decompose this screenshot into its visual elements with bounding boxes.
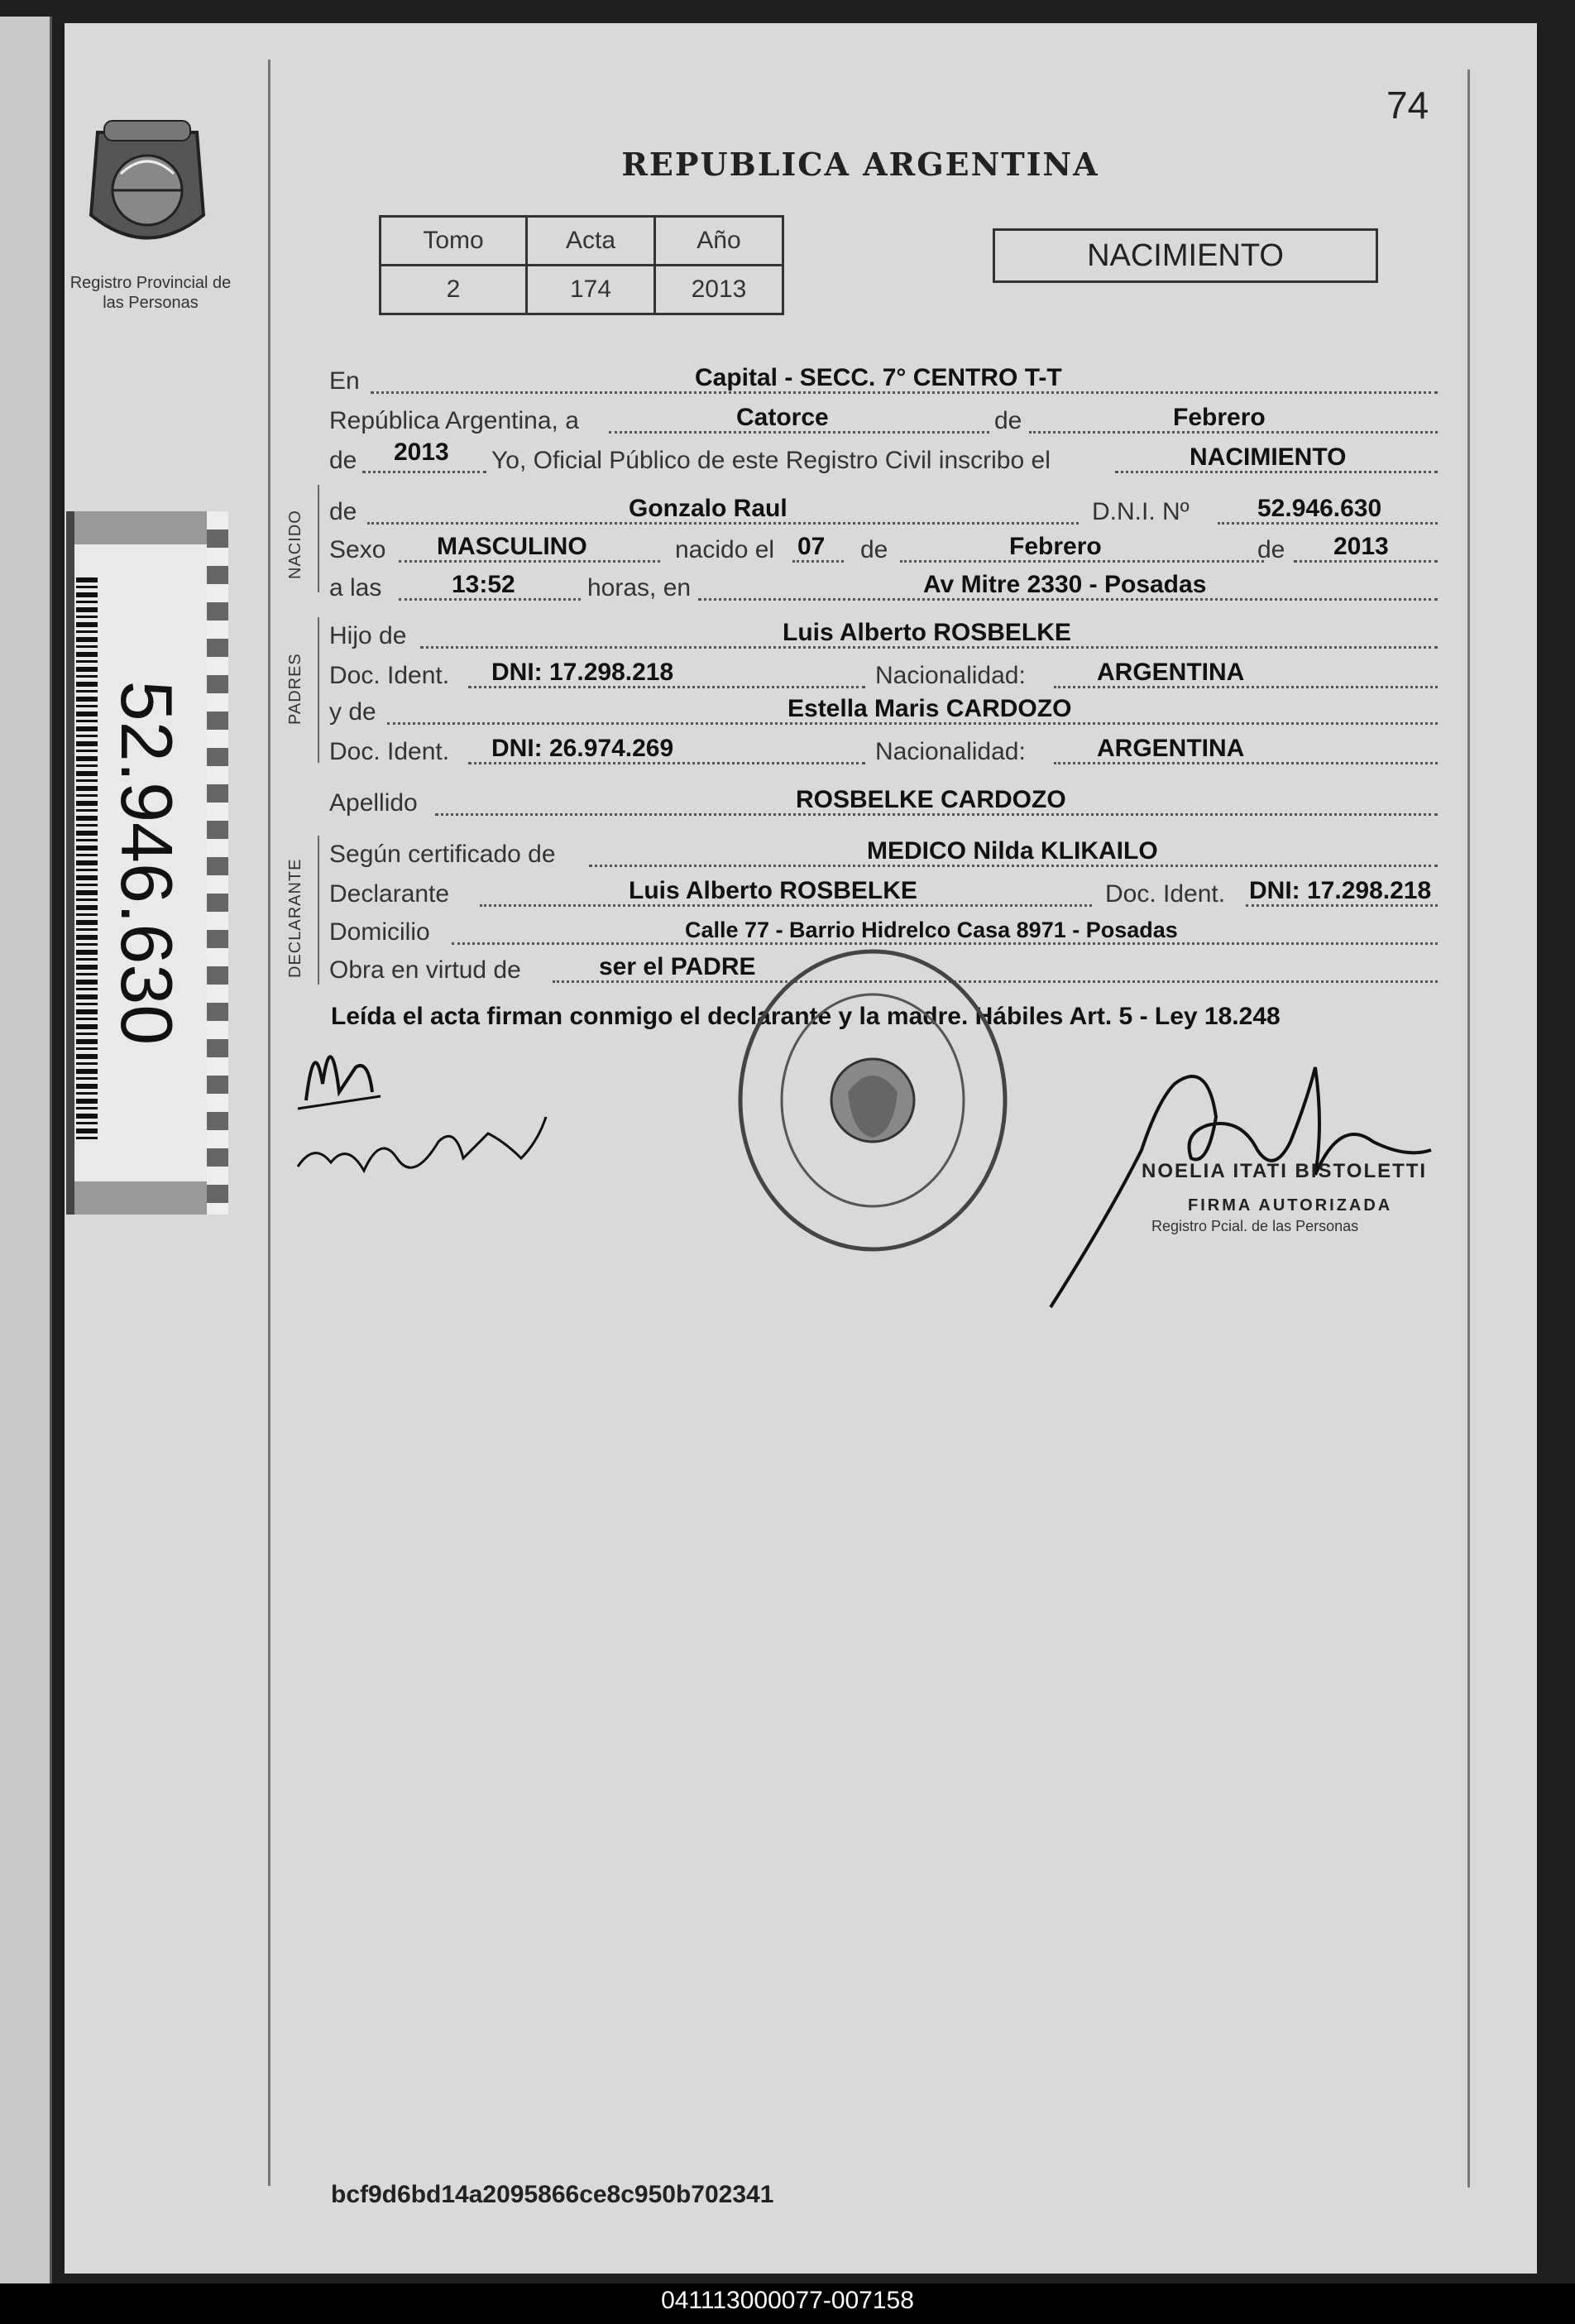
section-label-declarante: DECLARANTE <box>286 858 304 978</box>
value-certificado: MEDICO Nilda KLIKAILO <box>867 837 1158 865</box>
value-dni: 52.946.630 <box>1257 495 1382 522</box>
value-doc2: DNI: 26.974.269 <box>491 735 674 762</box>
value-domicilio: Calle 77 - Barrio Hidrelco Casa 8971 - Posadas <box>685 918 1178 942</box>
side-strip-pattern <box>207 511 228 1215</box>
label-yde: y de <box>329 698 376 726</box>
label-de4: de <box>860 536 888 563</box>
label-doc2: Doc. Ident. <box>329 738 450 765</box>
label-republica: República Argentina, a <box>329 407 579 434</box>
section-bar-declarante <box>318 836 319 985</box>
section-bar-nacido <box>318 485 319 592</box>
label-hijo: Hijo de <box>329 622 407 649</box>
row-doc2 <box>329 733 1446 769</box>
label-doc3: Doc. Ident. <box>1105 880 1226 908</box>
signatory-name: NOELIA ITATI BISTOLETTI <box>1142 1160 1428 1182</box>
ref-header-anio: Año <box>655 217 783 266</box>
value-nacido-anio: 2013 <box>1333 533 1389 560</box>
value-lugar-inscripcion: Capital - SECC. 7° CENTRO T-T <box>695 364 1062 391</box>
value-nacido-dia: 07 <box>797 533 826 560</box>
ref-header-tomo: Tomo <box>381 217 527 266</box>
label-alas: a las <box>329 574 382 601</box>
value-apellido: ROSBELKE CARDOZO <box>796 786 1066 813</box>
reference-table <box>379 215 784 315</box>
value-anio: 2013 <box>394 438 449 466</box>
label-obra: Obra en virtud de <box>329 956 521 984</box>
text-oficial: Yo, Oficial Público de este Registro Civil inscribo el <box>491 447 1051 474</box>
province-coat-of-arms-icon <box>79 116 215 265</box>
record-type-box: NACIMIENTO <box>993 228 1378 283</box>
side-number-text: 52.946.630 <box>105 680 188 1046</box>
label-nac2: Nacionalidad: <box>875 738 1026 765</box>
label-en: En <box>329 367 360 395</box>
row-certificado <box>329 836 1446 872</box>
value-nac1: ARGENTINA <box>1097 659 1245 686</box>
label-horas: horas, en <box>587 574 692 601</box>
ref-value-acta: 174 <box>527 266 655 314</box>
section-label-nacido: NACIDO <box>286 510 304 579</box>
section-bar-padres <box>318 617 319 763</box>
label-sexo: Sexo <box>329 536 386 563</box>
facing-page-edge <box>0 17 52 2283</box>
signatory-role: FIRMA AUTORIZADA <box>1188 1196 1393 1215</box>
value-doc3: DNI: 17.298.218 <box>1249 877 1432 904</box>
row-fecha <box>329 402 1446 438</box>
declarant-signatures <box>290 1018 571 1200</box>
row-doc1 <box>329 657 1446 693</box>
row-apellido <box>329 784 1446 821</box>
label-de5: de <box>1257 536 1285 563</box>
label-declarante: Declarante <box>329 880 450 908</box>
value-declarante: Luis Alberto ROSBELKE <box>629 877 917 904</box>
value-doc1: DNI: 17.298.218 <box>491 659 674 686</box>
value-sexo: MASCULINO <box>437 533 587 560</box>
label-de3: de <box>329 498 357 525</box>
section-label-padres: PADRES <box>286 653 304 725</box>
signatory-office: Registro Pcial. de las Personas <box>1151 1218 1359 1234</box>
frame-left-line <box>268 60 270 2186</box>
row-declarante <box>329 875 1446 912</box>
side-strip-edge <box>66 511 74 1215</box>
registry-caption: Registro Provincial de las Personas <box>69 274 232 312</box>
security-side-strip <box>66 511 228 1215</box>
value-nacido-mes: Febrero <box>1009 533 1102 560</box>
value-lugar-nacimiento: Av Mitre 2330 - Posadas <box>923 571 1207 598</box>
label-doc1: Doc. Ident. <box>329 662 450 689</box>
label-apellido: Apellido <box>329 789 418 817</box>
value-inscribe: NACIMIENTO <box>1190 443 1347 471</box>
value-hora: 13:52 <box>452 571 515 598</box>
ref-value-tomo: 2 <box>381 266 527 314</box>
value-nac2: ARGENTINA <box>1097 735 1245 762</box>
official-signature <box>1042 1051 1456 1324</box>
document-hash: bcf9d6bd14a2095866ce8c950b702341 <box>331 2181 774 2208</box>
value-padre: Luis Alberto ROSBELKE <box>783 619 1071 646</box>
row-oficial <box>329 438 1446 478</box>
label-de: de <box>994 407 1022 434</box>
value-dia: Catorce <box>736 404 829 431</box>
dotted-line <box>362 471 486 473</box>
label-nacido: nacido el <box>675 536 775 563</box>
ref-value-anio: 2013 <box>655 266 783 314</box>
row-en <box>329 362 1446 399</box>
value-nombre: Gonzalo Raul <box>629 495 788 522</box>
row-sexo <box>329 531 1446 568</box>
label-nac1: Nacionalidad: <box>875 662 1026 689</box>
label-de2: de <box>329 447 357 474</box>
row-nombre <box>329 493 1446 529</box>
frame-right-line <box>1467 69 1470 2187</box>
closing-statement: Leída el acta firman conmigo el declarante y la madre. Hábiles Art. 5 - Ley 18.248 <box>331 1003 1281 1030</box>
official-seal <box>728 943 1017 1258</box>
side-number <box>74 544 207 1181</box>
value-obra: ser el PADRE <box>599 953 756 980</box>
label-dni: D.N.I. Nº <box>1092 498 1190 525</box>
row-hora <box>329 569 1446 606</box>
row-hijo <box>329 617 1446 654</box>
footer-code: 041113000077-007158 <box>661 2287 914 2314</box>
ref-header-acta: Acta <box>527 217 655 266</box>
label-certificado: Según certificado de <box>329 841 556 868</box>
value-madre: Estella Maris CARDOZO <box>788 695 1072 722</box>
value-mes: Febrero <box>1173 404 1266 431</box>
document-title: REPUBLICA ARGENTINA <box>621 146 1099 183</box>
label-domicilio: Domicilio <box>329 918 430 946</box>
row-madre <box>329 693 1446 730</box>
page-number: 74 <box>1386 84 1429 127</box>
